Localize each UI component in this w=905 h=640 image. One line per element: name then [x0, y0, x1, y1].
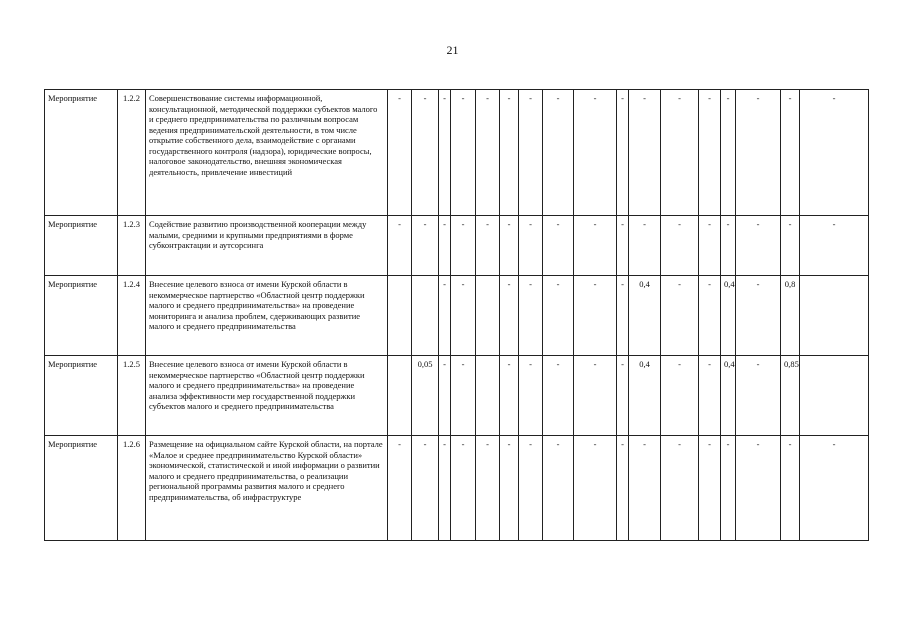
value-cell: -: [412, 216, 439, 276]
table-row: [45, 356, 869, 436]
value-cell: -: [476, 90, 500, 216]
value-cell: -: [629, 216, 661, 276]
value-cell: [800, 356, 869, 436]
value-cell: -: [781, 90, 800, 216]
activity-type-cell: Мероприятие: [45, 90, 118, 216]
value-cell: -: [412, 90, 439, 216]
value-cell: -: [736, 90, 781, 216]
value-cell: -: [661, 436, 699, 541]
value-cell: [388, 276, 412, 356]
value-cell: -: [543, 276, 574, 356]
value-cell: -: [629, 90, 661, 216]
value-cell: -: [519, 276, 543, 356]
value-cell: -: [661, 216, 699, 276]
activity-code-cell: 1.2.4: [118, 276, 146, 356]
value-cell: -: [451, 216, 476, 276]
activity-description-cell: Совершенствование системы информационной, консультационной, методической поддержки субъектов малого и среднего предпринимательства по различным вопросам ведения предпринимательской деятельности, в том числе открытие собственного дела, взаимодействие с органами государственного контроля (надзора), юридические вопросы, налоговое законодательство, внешняя экономическая деятельность, привлечение инвестиций: [146, 90, 388, 216]
value-cell: -: [661, 276, 699, 356]
value-cell: 0,4: [721, 276, 736, 356]
value-cell: -: [800, 436, 869, 541]
value-cell: -: [800, 90, 869, 216]
value-cell: -: [439, 90, 451, 216]
value-cell: -: [476, 436, 500, 541]
value-cell: -: [451, 436, 476, 541]
value-cell: -: [781, 436, 800, 541]
value-cell: -: [617, 436, 629, 541]
value-cell: -: [721, 216, 736, 276]
activity-code-cell: 1.2.5: [118, 356, 146, 436]
value-cell: 0,05: [412, 356, 439, 436]
value-cell: -: [699, 216, 721, 276]
value-cell: -: [617, 216, 629, 276]
activity-type-cell: Мероприятие: [45, 216, 118, 276]
value-cell: -: [736, 276, 781, 356]
activity-type-cell: Мероприятие: [45, 276, 118, 356]
value-cell: -: [699, 436, 721, 541]
value-cell: -: [617, 356, 629, 436]
value-cell: -: [519, 216, 543, 276]
value-cell: [800, 276, 869, 356]
value-cell: -: [500, 276, 519, 356]
page-number: 21: [446, 43, 459, 57]
value-cell: -: [451, 356, 476, 436]
value-cell: -: [519, 356, 543, 436]
table-row: [45, 216, 869, 276]
value-cell: -: [721, 436, 736, 541]
value-cell: -: [388, 90, 412, 216]
value-cell: -: [388, 216, 412, 276]
value-cell: 0,4: [629, 356, 661, 436]
value-cell: -: [661, 356, 699, 436]
value-cell: -: [800, 216, 869, 276]
value-cell: -: [574, 90, 617, 216]
activity-description-cell: Внесение целевого взноса от имени Курской области в некоммерческое партнерство «Областной центр поддержки малого и среднего предпринимательства» на проведение мониторинга и анализа проблем, сдерживающих развитие малого и среднего предпринимательства: [146, 276, 388, 356]
value-cell: -: [543, 436, 574, 541]
value-cell: -: [574, 216, 617, 276]
value-cell: -: [543, 356, 574, 436]
value-cell: -: [451, 276, 476, 356]
value-cell: -: [574, 276, 617, 356]
value-cell: 0,85: [781, 356, 800, 436]
value-cell: -: [500, 90, 519, 216]
value-cell: -: [574, 356, 617, 436]
activity-description-cell: Внесение целевого взноса от имени Курской области в некоммерческое партнерство «Областной центр поддержки малого и среднего предпринимательства» на проведение анализа эффективности мер государственной поддержки субъектов малого и среднего предпринимательства: [146, 356, 388, 436]
activity-description-cell: Содействие развитию производственной кооперации между малыми, средними и крупными предприятиями в форме субконтрактации и аутсорсинга: [146, 216, 388, 276]
value-cell: [412, 276, 439, 356]
value-cell: -: [543, 90, 574, 216]
value-cell: -: [476, 216, 500, 276]
value-cell: -: [500, 216, 519, 276]
value-cell: 0,4: [721, 356, 736, 436]
value-cell: -: [388, 436, 412, 541]
value-cell: -: [736, 356, 781, 436]
activity-code-cell: 1.2.2: [118, 90, 146, 216]
value-cell: -: [721, 90, 736, 216]
value-cell: -: [439, 216, 451, 276]
activity-code-cell: 1.2.3: [118, 216, 146, 276]
value-cell: -: [439, 276, 451, 356]
value-cell: -: [736, 216, 781, 276]
activity-description-cell: Размещение на официальном сайте Курской области, на портале «Малое и среднее предпринимательство Курской области» экономической, статистической и иной информации о развитии малого и среднего предпринимательства, о реализации региональной программы развития малого и среднего предпринимательства, об инфраструктуре: [146, 436, 388, 541]
value-cell: 0,4: [629, 276, 661, 356]
value-cell: -: [661, 90, 699, 216]
value-cell: -: [439, 436, 451, 541]
table-row: [45, 90, 869, 216]
value-cell: -: [617, 90, 629, 216]
value-cell: -: [574, 436, 617, 541]
value-cell: -: [519, 90, 543, 216]
value-cell: -: [451, 90, 476, 216]
value-cell: -: [699, 90, 721, 216]
activity-type-cell: Мероприятие: [45, 436, 118, 541]
value-cell: -: [617, 276, 629, 356]
value-cell: 0,8: [781, 276, 800, 356]
value-cell: -: [736, 436, 781, 541]
value-cell: [388, 356, 412, 436]
value-cell: -: [519, 436, 543, 541]
value-cell: -: [500, 356, 519, 436]
value-cell: -: [781, 216, 800, 276]
program-activities-table: [44, 89, 869, 541]
table-row: [45, 436, 869, 541]
value-cell: -: [439, 356, 451, 436]
value-cell: -: [412, 436, 439, 541]
activity-code-cell: 1.2.6: [118, 436, 146, 541]
table-row: [45, 276, 869, 356]
value-cell: [476, 276, 500, 356]
value-cell: -: [629, 436, 661, 541]
value-cell: -: [543, 216, 574, 276]
value-cell: [476, 356, 500, 436]
activity-type-cell: Мероприятие: [45, 356, 118, 436]
value-cell: -: [500, 436, 519, 541]
value-cell: -: [699, 276, 721, 356]
value-cell: -: [699, 356, 721, 436]
